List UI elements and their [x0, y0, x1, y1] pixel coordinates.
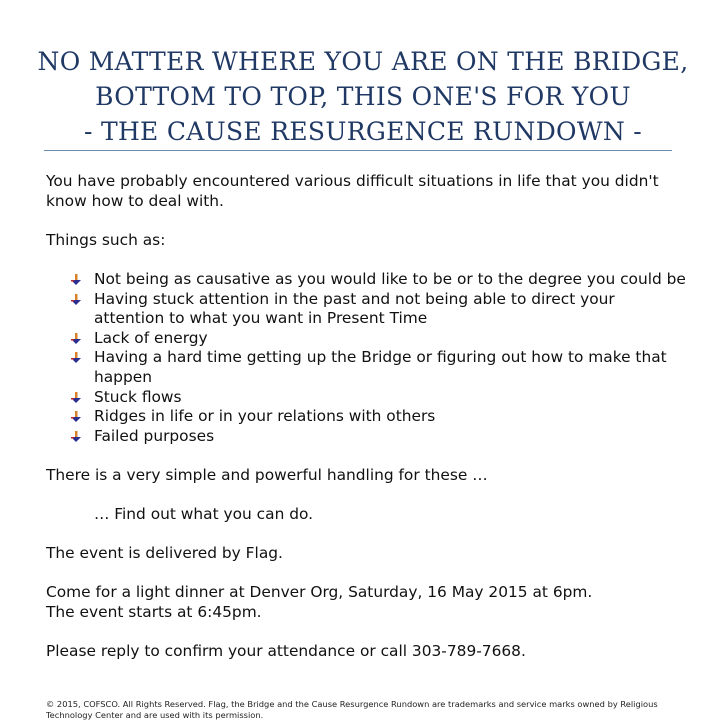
arrow-down-bullet-icon: [70, 431, 82, 443]
arrow-down-bullet-icon: [70, 392, 82, 404]
find-out-paragraph: … Find out what you can do.: [94, 505, 314, 524]
title-divider: [44, 150, 672, 151]
arrow-down-bullet-icon: [70, 274, 82, 286]
bullet-text: Having stuck attention in the past and not being able to direct your attention to what you want in Present Time: [94, 289, 615, 328]
list-item: [70, 329, 686, 349]
dinner-paragraph: Come for a light dinner at Denver Org, Saturday, 16 May 2015 at 6pm.: [46, 583, 593, 602]
list-item: [70, 407, 686, 427]
handling-paragraph: There is a very simple and powerful handling for these …: [46, 465, 488, 484]
bullet-text: Failed purposes: [94, 426, 215, 445]
intro-paragraph: You have probably encountered various difficult situations in life that you didn't know how to deal with.: [46, 172, 659, 210]
arrow-down-bullet-icon: [70, 352, 82, 364]
copyright-footer: © 2015, COFSCO. All Rights Reserved. Flag, the Bridge and the Cause Resurgence Rundown are trademarks and service marks owned by Religious Technology Center and are used with its permission.: [46, 699, 658, 720]
document-body: [46, 172, 686, 681]
reply-paragraph: Please reply to confirm your attendance or call 303-789-7668.: [46, 642, 526, 661]
arrow-down-bullet-icon: [70, 411, 82, 423]
delivered-paragraph: The event is delivered by Flag.: [46, 544, 283, 563]
list-item: [70, 388, 686, 408]
arrow-down-bullet-icon: [70, 333, 82, 345]
list-item: [70, 290, 686, 329]
list-item: [70, 427, 686, 447]
starts-paragraph: The event starts at 6:45pm.: [46, 603, 262, 622]
title-line-2: BOTTOM TO TOP, THIS ONE'S FOR YOU: [95, 82, 631, 111]
bullet-list: [46, 270, 686, 446]
title-line-1: NO MATTER WHERE YOU ARE ON THE BRIDGE,: [37, 47, 689, 76]
title-line-3: - THE CAUSE RESURGENCE RUNDOWN -: [83, 117, 643, 146]
bullet-text: Ridges in life or in your relations with others: [94, 407, 436, 426]
arrow-down-bullet-icon: [70, 294, 82, 306]
bullet-text: Not being as causative as you would like to be or to the degree you could be: [94, 269, 686, 288]
bullet-text: Lack of energy: [94, 328, 208, 347]
document-title: [0, 44, 726, 149]
bullet-text: Having a hard time getting up the Bridge or figuring out how to make that happen: [94, 348, 667, 386]
things-such-as: Things such as:: [46, 230, 166, 249]
bullet-text: Stuck flows: [94, 387, 182, 406]
list-item: [70, 270, 686, 290]
list-item: [70, 348, 686, 387]
